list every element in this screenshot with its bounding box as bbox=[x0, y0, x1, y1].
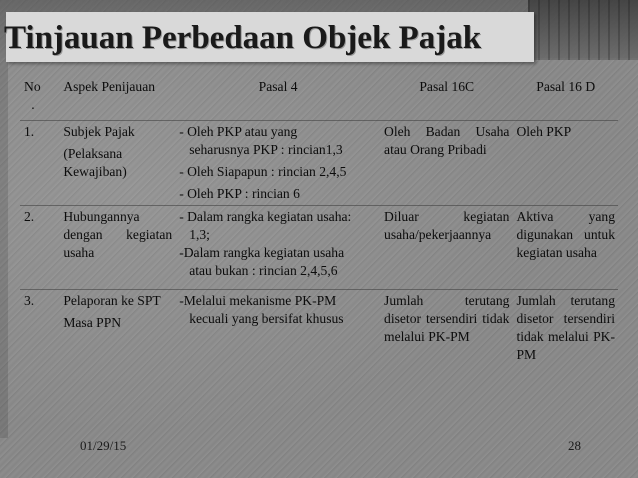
table-row bbox=[20, 206, 618, 290]
row-number: 3. bbox=[20, 290, 59, 370]
comparison-table bbox=[20, 76, 618, 370]
pasal-4-cell: - Oleh PKP atau yang seharusnya PKP : rincian1,3 - Oleh Siapapun : rincian 2,4,5 - Oleh PKP : rincian 6 bbox=[179, 124, 347, 201]
footer-date: 01/29/15 bbox=[80, 438, 127, 453]
header-no: No . bbox=[20, 76, 59, 121]
pasal-4-cell: -Melalui mekanisme PK-PM kecuali yang bersifat khusus bbox=[175, 290, 380, 370]
pasal-16c-cell: Diluar kegiatan usaha/pekerjaannya bbox=[380, 206, 512, 290]
table-row bbox=[20, 121, 618, 206]
left-band bbox=[0, 58, 8, 438]
header-pasal-4: Pasal 4 bbox=[175, 76, 380, 121]
aspek-cell: Hubungannya dengan kegiatan usaha bbox=[59, 206, 175, 290]
pasal-16d-cell: Oleh PKP bbox=[516, 124, 572, 139]
page-number: 28 bbox=[568, 438, 581, 453]
pasal-16d-cell: Aktiva yang digunakan untuk kegiatan usaha bbox=[512, 206, 618, 290]
header-pasal-16c: Pasal 16C bbox=[380, 76, 512, 121]
slide-title: Tinjauan Perbedaan Objek Pajak bbox=[4, 20, 482, 56]
table-header-row bbox=[20, 76, 618, 121]
header-pasal-16d: Pasal 16 D bbox=[512, 76, 618, 121]
corner-decoration bbox=[528, 0, 638, 60]
table-row bbox=[20, 290, 618, 370]
header-aspek: Aspek Penijauan bbox=[59, 76, 175, 121]
pasal-16c-cell: Jumlah terutang disetor tersendiri tidak melalui PK-PM bbox=[380, 290, 512, 370]
aspek-cell: Pelaporan ke SPT Masa PPN bbox=[59, 290, 175, 370]
pasal-16d-cell: Jumlah terutang disetor tersendiri tidak melalui PK-PM bbox=[512, 290, 618, 370]
pasal-16c-cell: Oleh Badan Usaha atau Orang Pribadi bbox=[384, 124, 510, 157]
row-number: 1. bbox=[24, 124, 35, 139]
row-number: 2. bbox=[20, 206, 59, 290]
pasal-4-cell: - Dalam rangka kegiatan usaha: 1,3; -Dalam rangka kegiatan usaha atau bukan : rincian 2,4,5,6 bbox=[175, 206, 380, 290]
aspek-cell: Subjek Pajak (Pelaksana Kewajiban) bbox=[63, 124, 135, 179]
